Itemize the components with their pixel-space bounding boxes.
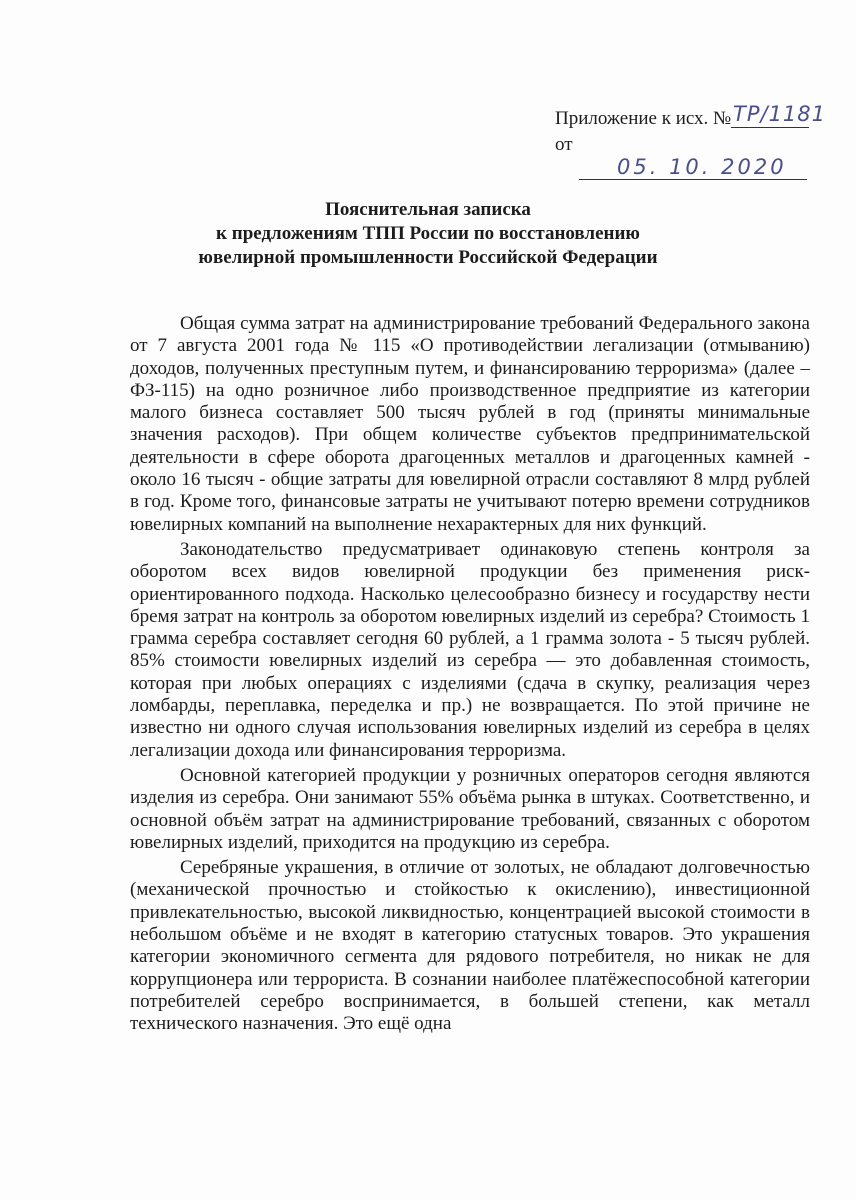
paragraph: Серебряные украшения, в отличие от золотых, не обладают долговечностью (механической прочностью и стойкостью к окислению), инвестиционной привлекательностью, высокой ликвидностью, концентрацией высокой стоимости в небольшом объёме и не входят в категорию статусных товаров. Это украшения категории экономичного сегмента для рядового потребителя, но никак не для коррупционера или террориста. В сознании наиболее платёжеспособной категории потребителей серебро воспринимается, в большей степени, как металл технического назначения. Это ещё одна [130, 857, 810, 1035]
paragraph: Общая сумма затрат на администрирование требований Федерального закона от 7 августа 2001 года № 115 «О противодействии легализации (отмыванию) доходов, полученных преступным путем, и финансированию терроризма» (далее – ФЗ-115) на одно розничное либо производственное предприятие из категории малого бизнеса составляет 500 тысяч рублей в год (приняты минимальные значения расходов). При общем количестве субъектов предпринимательской деятельности в сфере оборота драгоценных металлов и драгоценных камней - около 16 тысяч - общие затраты для ювелирной отрасли составляют 8 млрд рублей в год. Кроме того, финансовые затраты не учитывают потерю времени сотрудников ювелирных компаний на выполнение нехарактерных для них функций. [130, 313, 810, 535]
attachment-reference [555, 102, 827, 179]
paragraph: Основной категорией продукции у розничных операторов сегодня являются изделия из серебра. Они занимают 55% объёма рынка в штуках. Соответственно, и основной объём затрат на администрирование требований, связанных с оборотом ювелирных изделий, приходится на продукцию из серебра. [130, 764, 810, 853]
attachment-label: Приложение к исх. № [555, 108, 732, 129]
title-line-3: ювелирной промышленности Российской Федерации [198, 247, 658, 268]
paragraph: Законодательство предусматривает одинаковую степень контроля за оборотом всех видов ювелирной продукции без применения риск-ориентированного подхода. Насколько целесообразно бизнесу и государству нести бремя затрат на контроль за оборотом ювелирных изделий из серебра? Стоимость 1 грамма серебра составляет сегодня 60 рублей, а 1 грамма золота - 5 тысяч рублей. 85% стоимости ювелирных изделий из серебра — это добавленная стоимость, которая при любых операциях с изделиями (сдача в скупку, реализация через ломбарды, переплавка, переделка и пр.) не возвращается. По этой причине не известно ни одного случая использования ювелирных изделий из серебра в целях легализации дохода или финансирования терроризма. [130, 538, 810, 761]
handwritten-ref-number: ТР/1181 [733, 102, 827, 126]
document-title [100, 198, 756, 270]
document-body [130, 313, 810, 1039]
attachment-number-row [555, 102, 827, 132]
title-line-2: к предложениям ТПП России по восстановлению [216, 223, 640, 244]
date-prefix: от [555, 134, 573, 155]
attachment-date-row [555, 132, 815, 179]
title-line-1: Пояснительная записка [325, 199, 531, 220]
handwritten-date: 05. 10. 2020 [617, 155, 787, 179]
number-underline [731, 127, 809, 128]
